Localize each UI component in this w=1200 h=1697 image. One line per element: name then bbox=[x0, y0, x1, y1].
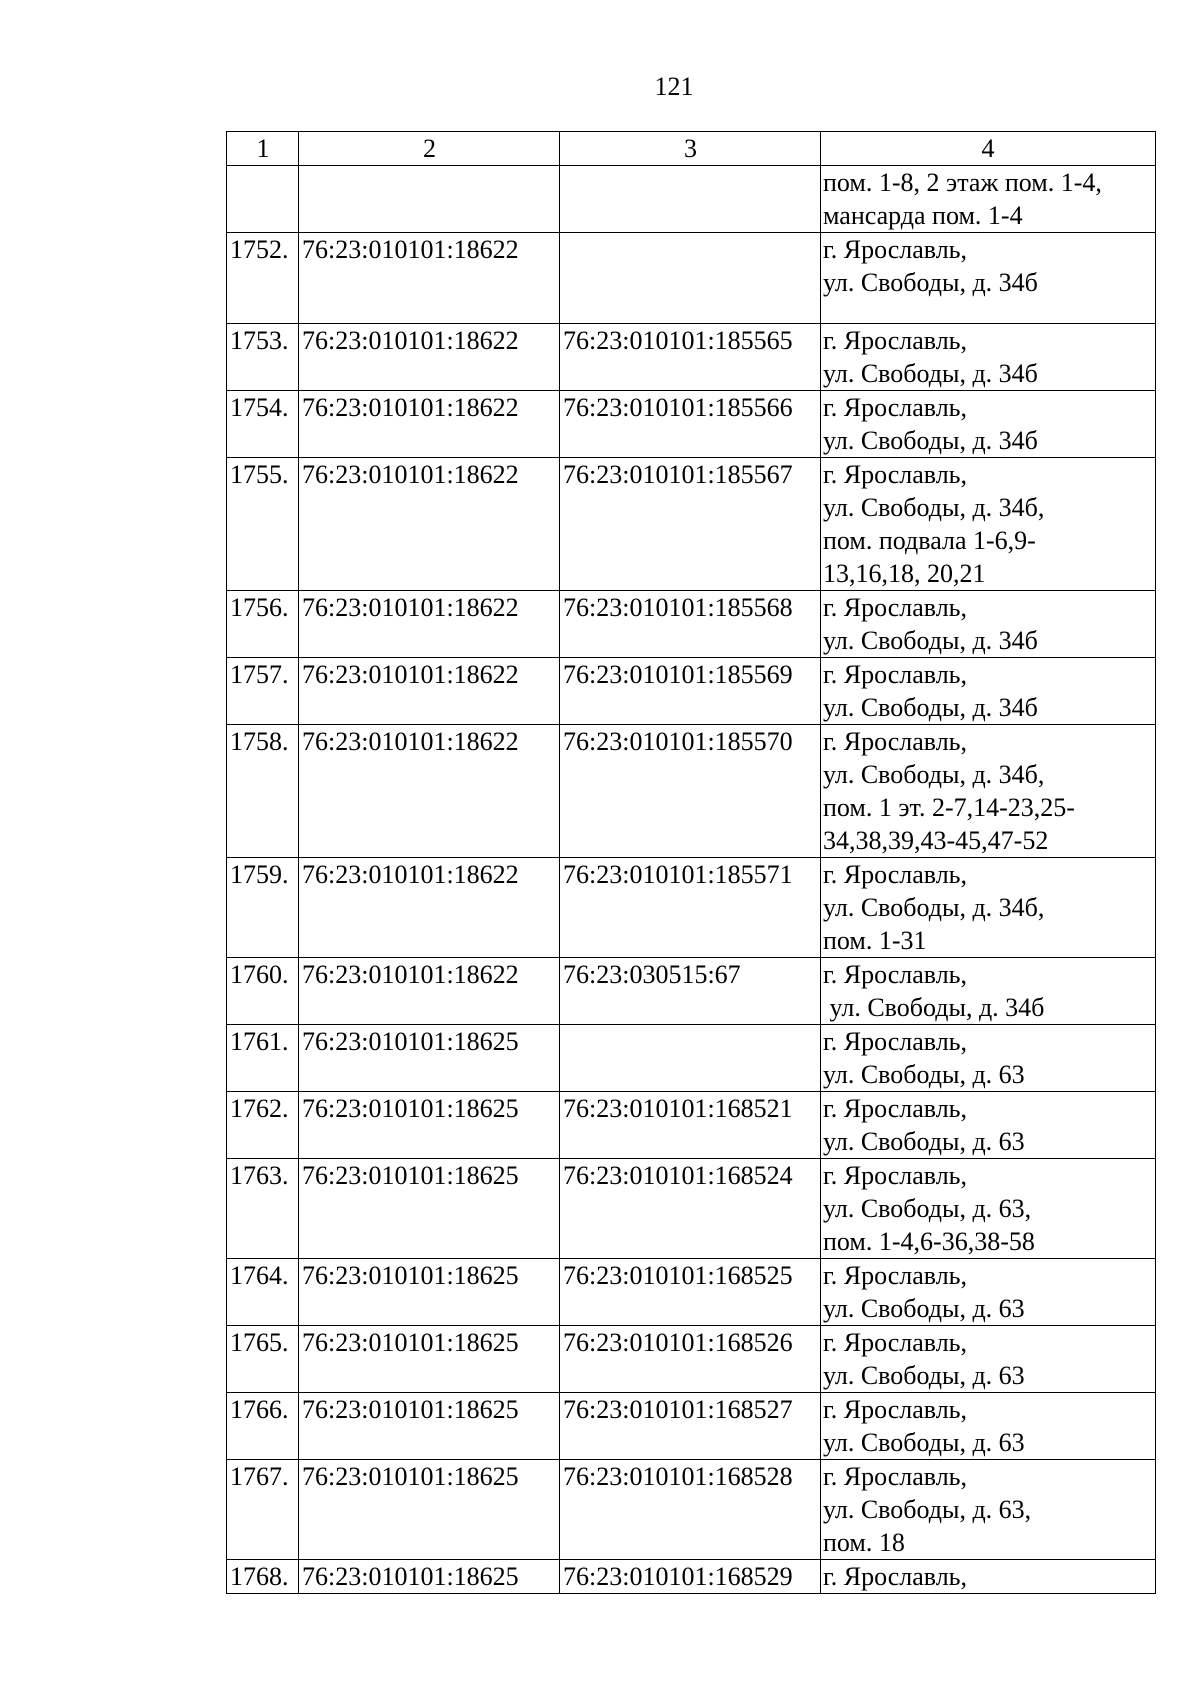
table-header-row bbox=[227, 132, 1156, 166]
address-line: г. Ярославль, bbox=[823, 860, 968, 889]
cadastral-table bbox=[226, 131, 1156, 1594]
table-row bbox=[227, 1159, 1156, 1259]
address-cell bbox=[821, 391, 1156, 458]
table-row bbox=[227, 658, 1156, 725]
address-line: пом. 1 эт. 2-7,14-23,25- bbox=[823, 793, 1075, 822]
address-line: г. Ярославль, bbox=[823, 1462, 968, 1491]
cadastral-number-cell: 76:23:010101:18625 bbox=[299, 1259, 560, 1326]
address-line: ул. Свободы, д. 34б, bbox=[823, 493, 1045, 522]
column-header-3: 3 bbox=[560, 132, 821, 166]
address-line: г. Ярославль, bbox=[823, 235, 968, 264]
sub-cadastral-number-cell: 76:23:010101:185567 bbox=[560, 458, 821, 591]
cadastral-number-cell: 76:23:010101:18622 bbox=[299, 458, 560, 591]
address-cell bbox=[821, 1259, 1156, 1326]
address-cell bbox=[821, 233, 1156, 324]
address-line: ул. Свободы, д. 63, bbox=[823, 1495, 1032, 1524]
sub-cadastral-number-cell: 76:23:010101:168527 bbox=[560, 1393, 821, 1460]
row-number-cell: 1753. bbox=[227, 324, 299, 391]
cadastral-number-cell: 76:23:010101:18625 bbox=[299, 1460, 560, 1560]
table-row bbox=[227, 458, 1156, 591]
address-line: пом. 18 bbox=[823, 1528, 905, 1557]
address-cell bbox=[821, 858, 1156, 958]
row-number-cell: 1760. bbox=[227, 958, 299, 1025]
cadastral-number-cell: 76:23:010101:18625 bbox=[299, 1025, 560, 1092]
row-number-cell: 1765. bbox=[227, 1326, 299, 1393]
address-line: ул. Свободы, д. 34б, bbox=[823, 760, 1045, 789]
row-number-cell: 1758. bbox=[227, 725, 299, 858]
address-line: г. Ярославль, bbox=[823, 727, 968, 756]
address-line: ул. Свободы, д. 34б bbox=[823, 359, 1038, 388]
row-number-cell: 1754. bbox=[227, 391, 299, 458]
table-row bbox=[227, 1259, 1156, 1326]
sub-cadastral-number-cell: 76:23:010101:168525 bbox=[560, 1259, 821, 1326]
cadastral-number-cell: 76:23:010101:18622 bbox=[299, 591, 560, 658]
sub-cadastral-number-cell: 76:23:010101:168524 bbox=[560, 1159, 821, 1259]
address-line: пом. 1-31 bbox=[823, 926, 927, 955]
cadastral-number-cell: 76:23:010101:18625 bbox=[299, 1560, 560, 1594]
address-line: ул. Свободы, д. 34б bbox=[823, 426, 1038, 455]
address-line: г. Ярославль, bbox=[823, 1395, 968, 1424]
cadastral-number-cell: 76:23:010101:18625 bbox=[299, 1393, 560, 1460]
address-line: г. Ярославль, bbox=[823, 593, 968, 622]
row-number-cell bbox=[227, 166, 299, 233]
row-number-cell: 1762. bbox=[227, 1092, 299, 1159]
cadastral-number-cell: 76:23:010101:18622 bbox=[299, 858, 560, 958]
row-number-cell: 1764. bbox=[227, 1259, 299, 1326]
address-line: ул. Свободы, д. 34б bbox=[823, 693, 1038, 722]
cadastral-number-cell: 76:23:010101:18625 bbox=[299, 1092, 560, 1159]
address-line: пом. 1-4,6-36,38-58 bbox=[823, 1227, 1035, 1256]
row-number-cell: 1768. bbox=[227, 1560, 299, 1594]
address-line: ул. Свободы, д. 63 bbox=[823, 1060, 1025, 1089]
address-cell bbox=[821, 958, 1156, 1025]
sub-cadastral-number-cell bbox=[560, 1025, 821, 1092]
address-line: ул. Свободы, д. 63 bbox=[823, 1127, 1025, 1156]
address-line: ул. Свободы, д. 34б bbox=[823, 993, 1045, 1022]
address-line: г. Ярославль, bbox=[823, 1261, 968, 1290]
address-line: г. Ярославль, bbox=[823, 460, 968, 489]
address-line: г. Ярославль, bbox=[823, 660, 968, 689]
address-cell bbox=[821, 458, 1156, 591]
table-row bbox=[227, 391, 1156, 458]
address-cell bbox=[821, 1326, 1156, 1393]
sub-cadastral-number-cell: 76:23:010101:168528 bbox=[560, 1460, 821, 1560]
address-cell bbox=[821, 1025, 1156, 1092]
table-row bbox=[227, 1460, 1156, 1560]
address-cell bbox=[821, 1393, 1156, 1460]
sub-cadastral-number-cell: 76:23:010101:185566 bbox=[560, 391, 821, 458]
table-row bbox=[227, 958, 1156, 1025]
table-row bbox=[227, 1560, 1156, 1594]
row-number-cell: 1756. bbox=[227, 591, 299, 658]
cadastral-number-cell: 76:23:010101:18625 bbox=[299, 1326, 560, 1393]
address-line: пом. подвала 1-6,9- bbox=[823, 526, 1036, 555]
table-row bbox=[227, 233, 1156, 324]
row-number-cell: 1766. bbox=[227, 1393, 299, 1460]
row-number-cell: 1759. bbox=[227, 858, 299, 958]
address-line: г. Ярославль, bbox=[823, 1027, 968, 1056]
cadastral-number-cell: 76:23:010101:18622 bbox=[299, 233, 560, 324]
sub-cadastral-number-cell: 76:23:010101:168526 bbox=[560, 1326, 821, 1393]
address-line: мансарда пом. 1-4 bbox=[823, 201, 1023, 230]
column-header-1: 1 bbox=[227, 132, 299, 166]
address-line: ул. Свободы, д. 63 bbox=[823, 1361, 1025, 1390]
cadastral-number-cell: 76:23:010101:18622 bbox=[299, 391, 560, 458]
address-cell bbox=[821, 1159, 1156, 1259]
row-number-cell: 1767. bbox=[227, 1460, 299, 1560]
row-number-cell: 1757. bbox=[227, 658, 299, 725]
address-line: ул. Свободы, д. 34б bbox=[823, 626, 1038, 655]
sub-cadastral-number-cell: 76:23:010101:185571 bbox=[560, 858, 821, 958]
address-line: г. Ярославль, bbox=[823, 1328, 968, 1357]
address-line: г. Ярославль, bbox=[823, 960, 968, 989]
column-header-2: 2 bbox=[299, 132, 560, 166]
address-cell bbox=[821, 591, 1156, 658]
page-number: 121 bbox=[654, 72, 694, 101]
cadastral-number-cell: 76:23:010101:18622 bbox=[299, 725, 560, 858]
row-number-cell: 1763. bbox=[227, 1159, 299, 1259]
column-header-4: 4 bbox=[821, 132, 1156, 166]
cadastral-number-cell: 76:23:010101:18622 bbox=[299, 658, 560, 725]
sub-cadastral-number-cell: 76:23:010101:185570 bbox=[560, 725, 821, 858]
address-line: г. Ярославль, bbox=[823, 1161, 968, 1190]
table-row bbox=[227, 1092, 1156, 1159]
address-line: 13,16,18, 20,21 bbox=[823, 559, 986, 588]
table-row bbox=[227, 324, 1156, 391]
table-row bbox=[227, 1025, 1156, 1092]
table-row bbox=[227, 1393, 1156, 1460]
address-line: ул. Свободы, д. 63 bbox=[823, 1294, 1025, 1323]
sub-cadastral-number-cell: 76:23:010101:168529 bbox=[560, 1560, 821, 1594]
address-line: ул. Свободы, д. 34б bbox=[823, 268, 1038, 297]
table-row bbox=[227, 591, 1156, 658]
sub-cadastral-number-cell: 76:23:010101:185568 bbox=[560, 591, 821, 658]
address-line: ул. Свободы, д. 63, bbox=[823, 1194, 1032, 1223]
address-cell bbox=[821, 658, 1156, 725]
address-line: г. Ярославль, bbox=[823, 1094, 968, 1123]
address-line: г. Ярославль, bbox=[823, 1562, 968, 1591]
sub-cadastral-number-cell bbox=[560, 166, 821, 233]
sub-cadastral-number-cell: 76:23:010101:168521 bbox=[560, 1092, 821, 1159]
address-cell bbox=[821, 1560, 1156, 1594]
address-cell bbox=[821, 166, 1156, 233]
sub-cadastral-number-cell: 76:23:010101:185565 bbox=[560, 324, 821, 391]
address-cell bbox=[821, 1460, 1156, 1560]
address-line: г. Ярославль, bbox=[823, 326, 968, 355]
address-line: пом. 1-8, 2 этаж пом. 1-4, bbox=[823, 168, 1102, 197]
cadastral-number-cell: 76:23:010101:18625 bbox=[299, 1159, 560, 1259]
sub-cadastral-number-cell: 76:23:010101:185569 bbox=[560, 658, 821, 725]
row-number-cell: 1755. bbox=[227, 458, 299, 591]
cadastral-number-cell: 76:23:010101:18622 bbox=[299, 324, 560, 391]
table-row bbox=[227, 725, 1156, 858]
address-cell bbox=[821, 725, 1156, 858]
address-line: ул. Свободы, д. 34б, bbox=[823, 893, 1045, 922]
sub-cadastral-number-cell: 76:23:030515:67 bbox=[560, 958, 821, 1025]
cadastral-number-cell: 76:23:010101:18622 bbox=[299, 958, 560, 1025]
address-line: г. Ярославль, bbox=[823, 393, 968, 422]
table-row bbox=[227, 1326, 1156, 1393]
row-number-cell: 1761. bbox=[227, 1025, 299, 1092]
table-row bbox=[227, 166, 1156, 233]
row-number-cell: 1752. bbox=[227, 233, 299, 324]
address-cell bbox=[821, 1092, 1156, 1159]
address-cell bbox=[821, 324, 1156, 391]
sub-cadastral-number-cell bbox=[560, 233, 821, 324]
cadastral-number-cell bbox=[299, 166, 560, 233]
address-line: 34,38,39,43-45,47-52 bbox=[823, 826, 1049, 855]
table-row bbox=[227, 858, 1156, 958]
address-line: ул. Свободы, д. 63 bbox=[823, 1428, 1025, 1457]
